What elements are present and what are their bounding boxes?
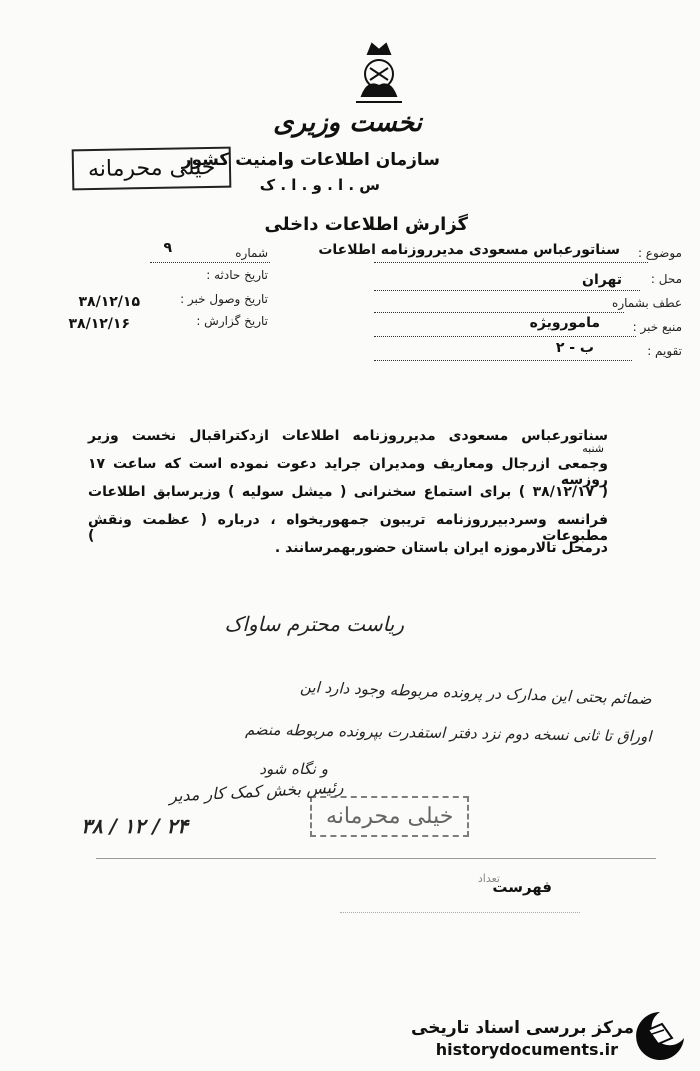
reference-line — [374, 312, 624, 313]
received-date-label: تاریخ وصول خبر : — [180, 292, 268, 306]
source-value: مامورویژه — [529, 315, 600, 331]
number-label: شماره — [235, 246, 268, 260]
handwritten-note-line-2: اوراق تا ثانی نسخه دوم نزد دفتر استفدرت بپرونده مربوطه منضم — [245, 720, 653, 746]
location-label: محل : — [650, 272, 682, 286]
organization-code: س . ا . و . ا . ک — [259, 176, 380, 194]
evaluation-value: ب - ۲ — [555, 340, 594, 356]
handwritten-note-line-1: ضمائم بحتی این مدارک در پرونده مربوطه وجود دارد این — [300, 677, 653, 709]
body-line-1: سناتورعباس مسعودی مدیرروزنامه اطلاعات ازدکتراقبال نخست وزیر — [88, 428, 608, 444]
location-value: تهران — [582, 272, 622, 288]
evaluation-line — [374, 360, 632, 361]
subject-value: سناتورعباس مسعودی مدیرروزنامه اطلاعات — [318, 242, 620, 258]
archive-logo-icon — [632, 1008, 688, 1066]
body-line-3: ( ۳۸/۱۲/۱۷ ) برای استماع سخنرانی ( میشل سولیه ) وزیرسابق اطلاعات — [88, 484, 608, 500]
footer-index-label: فهرست — [492, 878, 552, 896]
source-label: منبع خبر : — [632, 320, 682, 334]
watermark-url: historydocuments.ir — [435, 1040, 618, 1059]
classification-stamp-bottom: خیلی محرمانه — [310, 796, 469, 837]
number-line — [150, 262, 270, 263]
body-line-2-note: شنبه — [582, 442, 604, 455]
classification-stamp-top: خیلی محرمانه — [72, 147, 232, 191]
lion-and-sun-emblem-icon — [348, 40, 410, 110]
location-line — [374, 290, 640, 291]
footer-dotted-line — [340, 912, 580, 913]
evaluation-label: تقویم : — [647, 344, 682, 358]
number-value: ۹ — [163, 240, 172, 256]
body-line-2: وجمعی ازرجال ومعاریف ومدیران جراید دعوت نموده است که ساعت ۱۷ روزسه — [88, 456, 608, 488]
watermark-title: مرکز بررسی اسناد تاریخی — [411, 1018, 634, 1038]
received-date-value: ۳۸/۱۲/۱۵ — [78, 294, 140, 310]
report-date-value: ۳۸/۱۲/۱۶ — [68, 316, 130, 332]
subject-label: موضوع : — [637, 246, 682, 260]
report-title: گزارش اطلاعات داخلی — [264, 214, 468, 235]
handwritten-signature: رئیس بخش کمک کار مدیر — [169, 777, 345, 806]
handwritten-salutation: ریاست محترم ساواک — [224, 612, 404, 636]
source-line — [374, 336, 636, 337]
footer-divider — [96, 858, 656, 859]
body-line-4: فرانسه وسردبیرروزنامه تریبون جمهوریخواه ، درباره ( عظمت ونقش مطبوعات ) — [88, 512, 608, 544]
body-line-5: درمحل تالارموزه ایران باستان حضوربهمرسانند . — [274, 540, 608, 556]
subject-line — [374, 262, 648, 263]
incident-date-label: تاریخ حادثه : — [206, 268, 268, 282]
reference-label: عطف بشماره — [612, 296, 682, 310]
handwritten-note-line-3: و نگاه شود — [259, 760, 328, 778]
handwritten-date: ۳۸ / ۱۲ / ۲۴ — [81, 814, 188, 838]
office-title: نخست وزیری — [273, 108, 422, 138]
footer-count-label: تعداد — [477, 872, 500, 885]
organization-name: سازمان اطلاعات وامنیت کشور — [181, 150, 440, 170]
report-date-label: تاریخ گزارش : — [196, 314, 268, 328]
